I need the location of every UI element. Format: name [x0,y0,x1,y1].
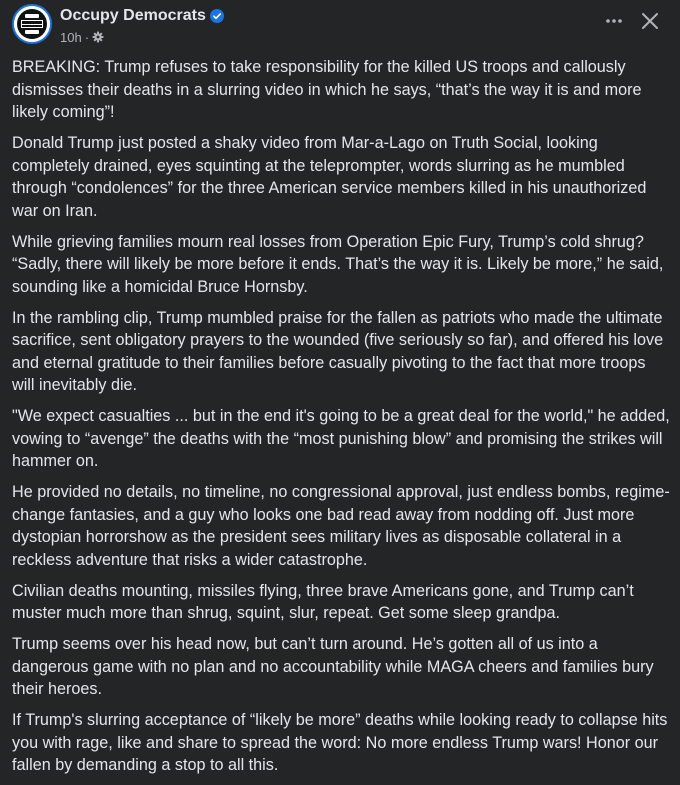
post-paragraph: While grieving families mourn real losses from Operation Epic Fury, Trump’s cold shrug? “Sadly, there will likely be more before it ends. That’s the way it is. Likely be more,” he said, sounding like a homicidal Bruce Hornsby. [12,232,664,296]
verified-badge-icon [210,9,224,23]
meta-separator: · [84,29,90,45]
post-paragraph: Donald Trump just posted a shaky video from Mar-a-Lago on Truth Social, looking completely drained, eyes squinting at the teleprompter, words slurring as he mumbled through “condolences” for the three American service members killed in his unauthorized war on Iran. [12,134,647,220]
gear-icon[interactable] [92,31,104,43]
post-paragraph: He provided no details, no timeline, no congressional approval, just endless bombs, regime-change fantasies, and a guy who looks one bad read away from nodding off. Just more dystopian horrorshow as the president sees military lives as disposable collateral in a reckless adventure that risks a wider catastrophe. [12,483,670,569]
more-options-icon [605,18,623,24]
post-meta [60,28,104,46]
post-paragraph: BREAKING: Trump refuses to take responsibility for the killed US troops and callously dismisses their deaths in a slurring video in which he says, “that’s the way it is and more likely coming”! [12,58,642,121]
post-paragraph: In the rambling clip, Trump mumbled praise for the fallen as patriots who made the ultimate sacrifice, sent obligatory prayers to the wounded (five seriously so far), and offered his love and eternal gratitude to their families before casually pivoting to the fact that more troops will inevitably die. [12,308,664,394]
post-header [0,0,680,50]
post-paragraph: Trump seems over his head now, but can’t turn around. He’s gotten all of us into a dangerous game with no plan and no accountability while MAGA cheers and families bury their heroes. [12,635,654,698]
page-avatar[interactable] [12,4,52,44]
post-body [12,56,672,785]
close-button[interactable] [637,8,663,34]
page-name-link[interactable]: Occupy Democrats [60,7,206,24]
author-row [60,5,224,27]
post-paragraph: "We expect casualties ... but in the end it's going to be a great deal for the world," he added, vowing to “avenge” the deaths with the “most punishing blow” and promising the strikes will hammer on. [12,407,670,470]
close-icon [641,12,659,30]
post-paragraph: Civilian deaths mounting, missiles flying, three brave Americans gone, and Trump can’t muster much more than shrug, squint, slur, repeat. Get some sleep grandpa. [12,581,634,622]
post-timestamp[interactable]: 10h [60,29,82,45]
post-paragraph: If Trump's slurring acceptance of “likely be more” deaths while looking ready to collapse hits you with rage, like and share to spread the word: No more endless Trump wars! Honor our fallen by demanding a stop to all this. [12,711,668,774]
occupy-democrats-logo [14,6,50,42]
more-options-button[interactable] [600,9,628,33]
